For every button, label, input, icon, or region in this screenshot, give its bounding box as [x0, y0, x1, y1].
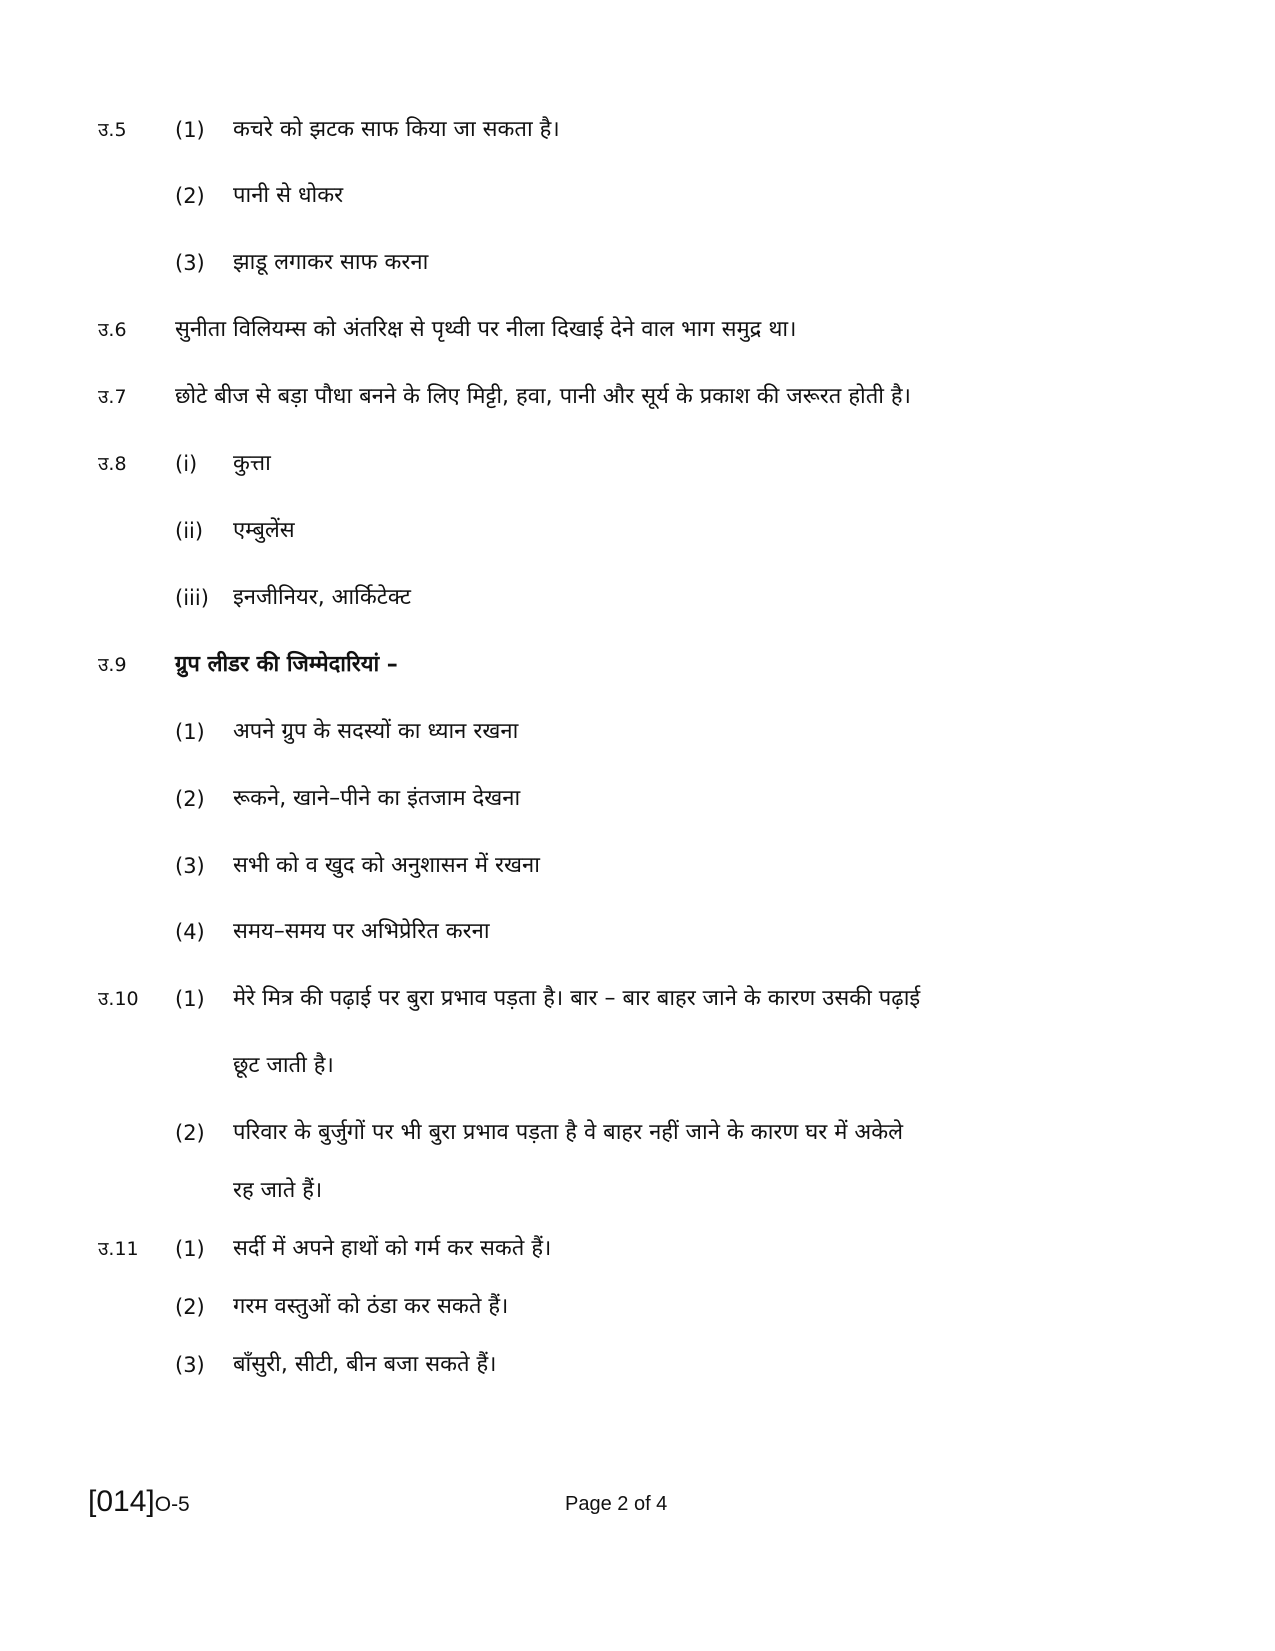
answer-line	[0, 712, 1275, 752]
answer-text: कचरे को झटक साफ किया जा सकता है।	[233, 117, 560, 142]
question-number: उ.10	[98, 988, 139, 1010]
sub-number: (1)	[175, 1237, 205, 1261]
sub-number: (1)	[175, 720, 205, 744]
sub-number: (2)	[175, 1121, 205, 1145]
paper-code-suffix: O-5	[154, 1493, 190, 1516]
answer-line	[0, 779, 1275, 819]
answer-line	[0, 1345, 1275, 1385]
answer-text: परिवार के बुर्जुगों पर भी बुरा प्रभाव पड़ता है वे बाहर नहीं जाने के कारण घर में अकेले	[233, 1120, 904, 1145]
answer-line-continued	[0, 1171, 1275, 1211]
question-number: उ.5	[98, 119, 127, 141]
answer-line	[0, 110, 1275, 150]
sub-number: (2)	[175, 184, 205, 208]
answer-text: छोटे बीज से बड़ा पौधा बनने के लिए मिट्टी, हवा, पानी और सूर्य के प्रकाश की जरूरत होती है।	[175, 384, 911, 409]
answer-line	[0, 645, 1275, 685]
answer-text: छूट जाती है।	[233, 1053, 334, 1078]
answer-text: पानी से धोकर	[233, 183, 344, 208]
answer-line	[0, 1287, 1275, 1327]
sub-number: (4)	[175, 920, 205, 944]
sub-number: (1)	[175, 987, 205, 1011]
answer-text: रूकने, खाने–पीने का इंतजाम देखना	[233, 786, 521, 811]
question-number: उ.9	[98, 654, 127, 676]
answer-line	[0, 846, 1275, 886]
answer-text: रह जाते हैं।	[233, 1178, 323, 1203]
paper-code-main: [014]	[88, 1485, 155, 1518]
question-number: उ.7	[98, 386, 127, 408]
sub-number: (3)	[175, 854, 205, 878]
sub-number: (3)	[175, 1353, 205, 1377]
answer-line	[0, 444, 1275, 484]
paper-code	[88, 1482, 190, 1522]
sub-number: (iii)	[175, 586, 209, 610]
answer-line-continued	[0, 1046, 1275, 1086]
answer-line	[0, 176, 1275, 216]
sub-number: (1)	[175, 118, 205, 142]
answer-text: बाँसुरी, सीटी, बीन बजा सकते हैं।	[233, 1352, 497, 1377]
question-number: उ.6	[98, 319, 127, 341]
question-number: उ.11	[98, 1238, 139, 1260]
answer-line	[0, 511, 1275, 551]
answer-line	[0, 979, 1275, 1019]
answer-line	[0, 310, 1275, 350]
answer-text: सभी को व खुद को अनुशासन में रखना	[233, 853, 540, 878]
page-number: Page 2 of 4	[565, 1493, 668, 1515]
answer-text: एम्बुलेंस	[233, 518, 295, 543]
answer-text: झाडू लगाकर साफ करना	[233, 250, 429, 275]
answer-text: समय–समय पर अभिप्रेरित करना	[233, 919, 490, 944]
answer-line	[0, 912, 1275, 952]
sub-number: (i)	[175, 452, 198, 476]
answer-text: कुत्ता	[233, 451, 271, 476]
sub-number: (3)	[175, 251, 205, 275]
answer-line	[0, 578, 1275, 618]
sub-number: (2)	[175, 787, 205, 811]
answer-line	[0, 377, 1275, 417]
answer-text: इनजीनियर, आर्किटेक्ट	[233, 585, 411, 610]
section-heading: ग्रुप लीडर की जिम्मेदारियां –	[175, 652, 398, 677]
answer-line	[0, 243, 1275, 283]
answer-line	[0, 1113, 1275, 1153]
question-number: उ.8	[98, 453, 127, 475]
sub-number: (2)	[175, 1295, 205, 1319]
answer-text: सर्दी में अपने हाथों को गर्म कर सकते हैं।	[233, 1236, 552, 1261]
answer-text: मेरे मित्र की पढ़ाई पर बुरा प्रभाव पड़ता है। बार – बार बाहर जाने के कारण उसकी पढ़ाई	[233, 986, 921, 1011]
answer-text: गरम वस्तुओं को ठंडा कर सकते हैं।	[233, 1294, 509, 1319]
answer-text: सुनीता विलियम्स को अंतरिक्ष से पृथ्वी पर नीला दिखाई देने वाल भाग समुद्र था।	[175, 317, 797, 342]
answer-text: अपने ग्रुप के सदस्यों का ध्यान रखना	[233, 719, 519, 744]
sub-number: (ii)	[175, 519, 204, 543]
answer-line	[0, 1229, 1275, 1269]
